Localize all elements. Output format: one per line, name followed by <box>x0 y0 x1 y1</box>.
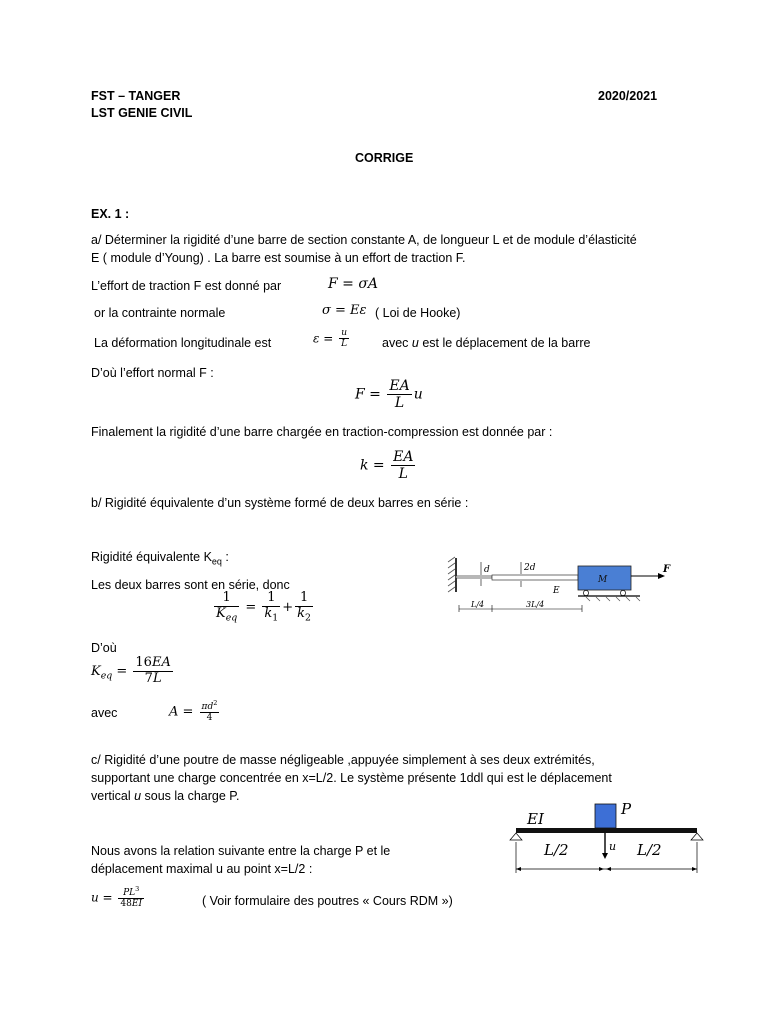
dou-text: D’où <box>91 641 117 655</box>
equation-hooke: σ = Eε <box>322 303 367 318</box>
part-a-statement-line1: a/ Déterminer la rigidité d’une barre de section constante A, de longueur L et de module d’élasticité <box>91 233 637 247</box>
left-support <box>510 833 522 840</box>
label-P: P <box>621 800 632 818</box>
thick-bar <box>492 575 578 580</box>
part-b-title: b/ Rigidité équivalente d’un système formé de deux barres en série : <box>91 496 469 510</box>
equation-keq-result: $K_{eq}$ = $\frac{16EA}{7L}$ <box>91 655 171 686</box>
equation-series: $\frac{1}{K_{eq}}$ = $\frac{1}{k_1}$ + $\frac{1}{k_2}$ <box>216 590 311 624</box>
label-u: u <box>609 840 617 853</box>
academic-year: 2020/2021 <box>598 89 658 103</box>
label-E: E <box>553 586 560 596</box>
label-F: F <box>663 564 671 575</box>
right-support <box>691 833 703 840</box>
program-name: LST GENIE CIVIL <box>91 106 193 120</box>
label-L4: L/4 <box>471 600 485 609</box>
school-name: FST – TANGER <box>91 89 181 103</box>
load-block <box>595 804 616 828</box>
hooke-note: ( Loi de Hooke) <box>375 306 461 320</box>
stress-text: or la contrainte normale <box>94 306 226 320</box>
beam <box>516 828 697 833</box>
strain-note: avec u est le déplacement de la barre <box>382 336 591 350</box>
part-c-line3: vertical u sous la charge P. <box>91 789 240 803</box>
series-bars-figure <box>446 556 678 614</box>
normal-force-text: D’où l’effort normal F : <box>91 366 214 380</box>
formulaire-note: ( Voir formulaire des poutres « Cours RDM ») <box>202 894 453 908</box>
strain-text: La déformation longitudinale est <box>94 336 272 350</box>
relation-line1: Nous avons la relation suivante entre la charge P et le <box>91 844 391 858</box>
relation-line2: déplacement maximal u au point x=L/2 : <box>91 862 313 876</box>
equation-stiffness: k = $\frac{EA}{L}$ <box>360 449 414 483</box>
exercise-heading: EX. 1 : <box>91 207 130 221</box>
beam-figure <box>506 799 710 877</box>
equation-area: A = $\frac{\pi d^2}{4}$ <box>169 699 218 724</box>
label-3L4: 3L/4 <box>526 600 545 609</box>
avec-text: avec <box>91 706 118 720</box>
label-L2-right: L/2 <box>637 841 662 859</box>
part-a-statement-line2: E ( module d’Young) . La barre est soumise à un effort de traction F. <box>91 251 466 265</box>
series-text: Les deux barres sont en série, donc <box>91 578 290 592</box>
traction-text: L’effort de traction F est donné par <box>91 279 282 293</box>
label-EI: EI <box>527 810 544 828</box>
part-c-line1: c/ Rigidité d’une poutre de masse négligeable ,appuyée simplement à ses deux extrémités, <box>91 753 595 767</box>
label-2d: 2d <box>524 563 536 573</box>
page-title: CORRIGE <box>355 151 414 165</box>
label-M: M <box>598 575 608 585</box>
part-c-line2: supportant une charge concentrée en x=L/2. Le système présente 1ddl qui est le déplacement <box>91 771 612 785</box>
thin-bar <box>456 576 492 578</box>
conclusion-text: Finalement la rigidité d’une barre chargée en traction-compression est donnée par : <box>91 425 553 439</box>
equation-strain: ε = $\frac{u}{L}$ <box>313 328 348 350</box>
equation-deflection: u = $\frac{PL^3}{48EI}$ <box>91 885 142 910</box>
label-L2-left: L/2 <box>544 841 569 859</box>
equivalent-stiffness-label: Rigidité équivalente $K_{eq}$ : <box>91 550 229 567</box>
equation-force-stress: F = σA <box>328 276 379 292</box>
label-d: d <box>484 565 490 575</box>
equation-normal-force: F = $\frac{EA}{L}$ u <box>355 378 423 412</box>
